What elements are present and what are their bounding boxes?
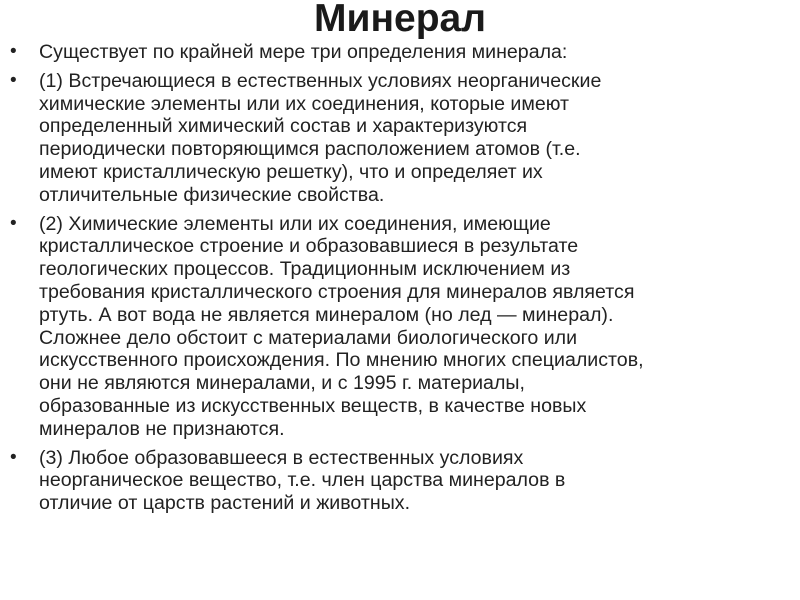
bullet-item-definition-2 [10, 213, 790, 441]
bullet-item-intro [10, 41, 790, 64]
slide-title: Минерал [314, 0, 486, 40]
bullet-text-definition-2: (2) Химические элементы или их соединения, имеющие кристаллическое строение и образовавшиеся в результате геологических процессов. Традиционным исключением из требования кристаллического строения для минералов является ртуть. А вот вода не является минералом (но лед — минерал). Сложнее дело обстоит с материалами биологического или искусственного происхождения. По мнению многих специалистов, они не являются минералами, и с 1995 г. материалы, образованные из искусственных веществ, в качестве новых минералов не признаются. [39, 212, 644, 440]
bullet-dot-icon: • [10, 69, 17, 91]
bullet-item-definition-3 [10, 447, 790, 515]
bullet-item-definition-1 [10, 70, 790, 207]
bullet-text-definition-3: (3) Любое образовавшееся в естественных условиях неорганическое вещество, т.е. член царства минералов в отличие от царств растений и животных. [39, 446, 566, 515]
bullet-dot-icon: • [10, 446, 17, 468]
bullet-dot-icon: • [10, 41, 17, 62]
bullet-list [10, 41, 790, 521]
bullet-text-definition-1: (1) Встречающиеся в естественных условиях неорганические химические элементы или их соединения, которые имеют определенный химический состав и характеризуются периодически повторяющимся расположением атомов (т.е. имеют кристаллическую решетку), что и определяет их отличительные физические свойства. [39, 69, 602, 206]
bullet-dot-icon: • [10, 212, 17, 234]
bullet-text-intro: Существует по крайней мере три определения минерала: [39, 41, 568, 63]
